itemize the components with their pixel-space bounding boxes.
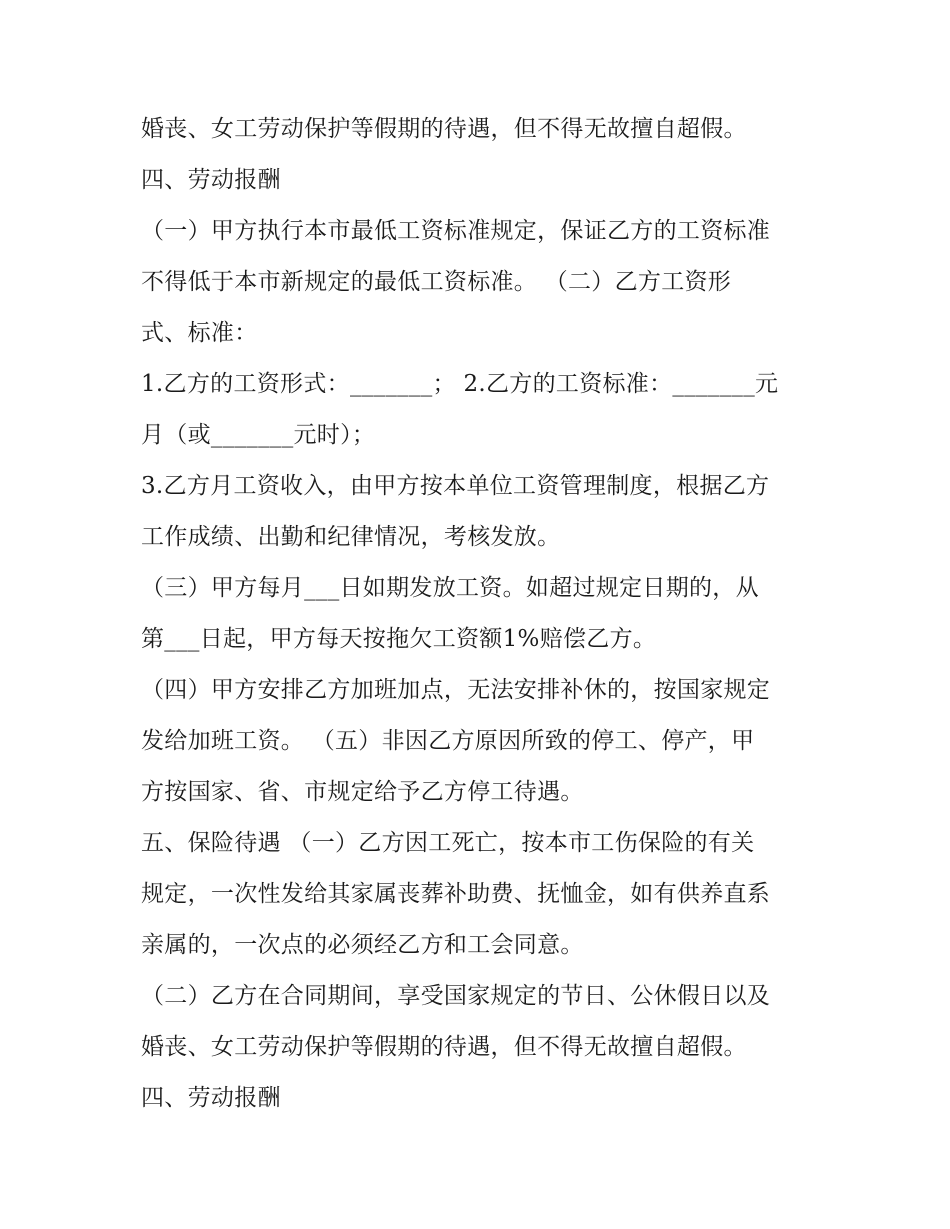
- paragraph-line: 不得低于本市新规定的最低工资标准。 （二）乙方工资形: [141, 269, 732, 295]
- paragraph-line: 1.乙方的工资形式：_______； 2.乙方的工资标准：_______元: [141, 371, 779, 397]
- document-body: [141, 104, 821, 1124]
- paragraph-line: 婚丧、女工劳动保护等假期的待遇，但不得无故擅自超假。: [141, 116, 747, 142]
- paragraph-line: 月（或_______元时）；: [141, 422, 376, 448]
- section-heading: 四、劳动报酬: [141, 167, 281, 193]
- paragraph-line: （一）甲方执行本市最低工资标准规定，保证乙方的工资标准: [141, 218, 771, 244]
- paragraph-line: （四）甲方安排乙方加班加点，无法安排补休的，按国家规定: [141, 677, 771, 703]
- paragraph-line: 发给加班工资。 （五）非因乙方原因所致的停工、停产，甲: [141, 728, 755, 754]
- paragraph-line: 婚丧、女工劳动保护等假期的待遇，但不得无故擅自超假。: [141, 1034, 747, 1060]
- paragraph-line: （二）乙方在合同期间，享受国家规定的节日、公休假日以及: [141, 983, 771, 1009]
- paragraph-line: 3.乙方月工资收入，由甲方按本单位工资管理制度，根据乙方: [141, 473, 770, 499]
- paragraph-line: 方按国家、省、市规定给予乙方停工待遇。: [141, 779, 584, 805]
- paragraph-line: 五、保险待遇 （一）乙方因工死亡，按本市工伤保险的有关: [141, 830, 755, 856]
- paragraph-line: 第___日起，甲方每天按拖欠工资额1%赔偿乙方。: [141, 626, 657, 652]
- paragraph-line: （三）甲方每月___日如期发放工资。如超过规定日期的，从: [141, 575, 759, 601]
- paragraph-line: 亲属的，一次点的必须经乙方和工会同意。: [141, 932, 584, 958]
- paragraph-line: 工作成绩、出勤和纪律情况，考核发放。: [141, 524, 561, 550]
- section-heading: 四、劳动报酬: [141, 1085, 281, 1111]
- paragraph-line: 规定，一次性发给其家属丧葬补助费、抚恤金，如有供养直系: [141, 881, 771, 907]
- paragraph-line: 式、标准：: [141, 320, 258, 346]
